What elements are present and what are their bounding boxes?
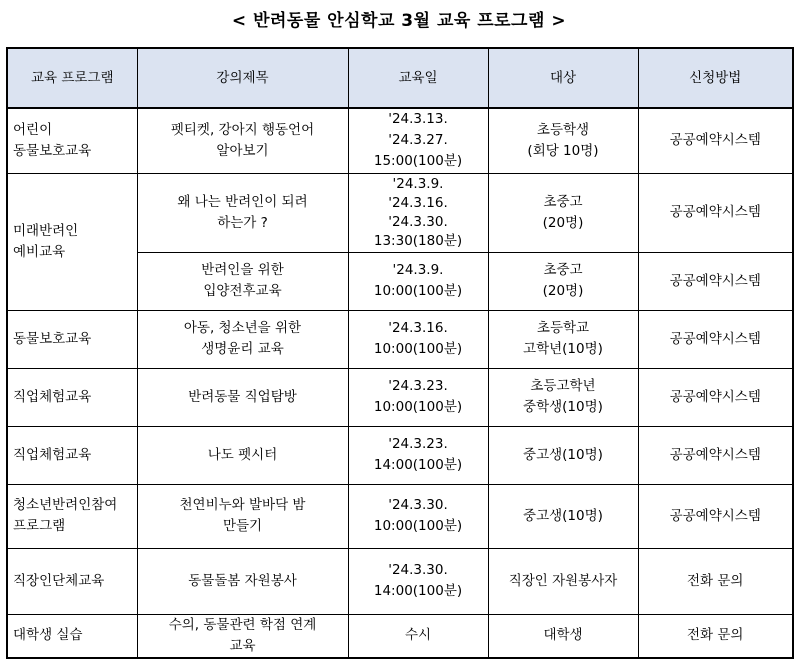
date-cell: '24.3.9. '24.3.16. '24.3.30. 13:30(180분)	[348, 173, 488, 252]
program-cell: 직업체험교육	[7, 368, 137, 426]
table-row	[7, 368, 793, 426]
lecture-cell: 왜 나는 반려인이 되려 하는가 ?	[137, 173, 348, 252]
method-cell: 공공예약시스템	[638, 173, 793, 252]
method-cell: 전화 문의	[638, 614, 793, 658]
lecture-cell: 펫티켓, 강아지 행동언어 알아보기	[137, 108, 348, 173]
date-cell: '24.3.30. 14:00(100분)	[348, 548, 488, 614]
date-cell: '24.3.9. 10:00(100분)	[348, 252, 488, 310]
target-cell: 초등고학년 중학생(10명)	[488, 368, 638, 426]
program-cell: 직장인단체교육	[7, 548, 137, 614]
lecture-cell: 아동, 청소년을 위한 생명윤리 교육	[137, 310, 348, 368]
program-cell: 미래반려인 예비교육	[7, 173, 137, 310]
lecture-cell: 동물돌봄 자원봉사	[137, 548, 348, 614]
table-row	[7, 173, 793, 252]
target-cell: 직장인 자원봉사자	[488, 548, 638, 614]
program-cell: 동물보호교육	[7, 310, 137, 368]
lecture-cell: 반려인을 위한 입양전후교육	[137, 252, 348, 310]
lecture-cell: 천연비누와 발바닥 밤 만들기	[137, 484, 348, 548]
method-cell: 공공예약시스템	[638, 426, 793, 484]
target-cell: 초등학교 고학년(10명)	[488, 310, 638, 368]
table-row	[7, 614, 793, 658]
method-cell: 공공예약시스템	[638, 368, 793, 426]
header-program: 교육 프로그램	[7, 48, 137, 108]
target-cell: 대학생	[488, 614, 638, 658]
header-method: 신청방법	[638, 48, 793, 108]
target-cell: 중고생(10명)	[488, 484, 638, 548]
date-cell: 수시	[348, 614, 488, 658]
date-cell: '24.3.23. 14:00(100분)	[348, 426, 488, 484]
target-cell: 초중고 (20명)	[488, 173, 638, 252]
date-cell: '24.3.23. 10:00(100분)	[348, 368, 488, 426]
date-cell: '24.3.16. 10:00(100분)	[348, 310, 488, 368]
header-date: 교육일	[348, 48, 488, 108]
table-row	[7, 548, 793, 614]
table-row	[7, 426, 793, 484]
date-cell: '24.3.13. '24.3.27. 15:00(100분)	[348, 108, 488, 173]
program-cell: 어린이 동물보호교육	[7, 108, 137, 173]
table-row	[7, 484, 793, 548]
header-target: 대상	[488, 48, 638, 108]
table-header-row	[7, 48, 793, 108]
header-lecture: 강의제목	[137, 48, 348, 108]
date-cell: '24.3.30. 10:00(100분)	[348, 484, 488, 548]
program-cell: 직업체험교육	[7, 426, 137, 484]
table-row	[7, 310, 793, 368]
table-row	[7, 108, 793, 173]
target-cell: 초중고 (20명)	[488, 252, 638, 310]
lecture-cell: 수의, 동물관련 학점 연계 교육	[137, 614, 348, 658]
lecture-cell: 나도 펫시터	[137, 426, 348, 484]
method-cell: 공공예약시스템	[638, 108, 793, 173]
method-cell: 전화 문의	[638, 548, 793, 614]
program-table	[6, 47, 794, 659]
page-title: < 반려동물 안심학교 3월 교육 프로그램 >	[231, 11, 567, 31]
method-cell: 공공예약시스템	[638, 484, 793, 548]
method-cell: 공공예약시스템	[638, 252, 793, 310]
method-cell: 공공예약시스템	[638, 310, 793, 368]
program-cell: 대학생 실습	[7, 614, 137, 658]
target-cell: 초등학생 (회당 10명)	[488, 108, 638, 173]
program-cell: 청소년반려인참여 프로그램	[7, 484, 137, 548]
lecture-cell: 반려동물 직업탐방	[137, 368, 348, 426]
target-cell: 중고생(10명)	[488, 426, 638, 484]
